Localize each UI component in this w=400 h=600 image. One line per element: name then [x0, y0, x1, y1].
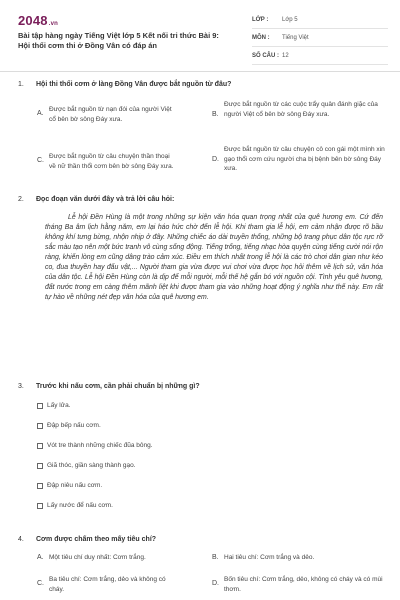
info-row-subject — [252, 29, 388, 47]
item-text: Lấy nước để nấu cơm. — [47, 502, 113, 509]
info-key: MÔN : — [252, 34, 270, 41]
info-key: SỐ CÂU : — [252, 52, 279, 59]
option-text: Được bắt nguồn từ câu chuyện thần thoại về nữ thần thổi cơm bên bờ sông Đáy xưa. — [49, 153, 174, 170]
question-4 — [18, 535, 386, 545]
q1-option-d[interactable] — [212, 145, 394, 174]
q3-item-6[interactable] — [37, 502, 113, 509]
checkbox[interactable] — [37, 423, 43, 429]
document-title: Bài tập hàng ngày Tiếng Việt lớp 5 Kết nối tri thức Bài 9: Hội thổi cơm thi ở Đồng Vân có đáp án — [18, 31, 219, 50]
q1-option-c[interactable] — [37, 152, 177, 171]
reading-passage: Lễ hội Đền Hùng là một trong những sự kiện văn hóa quan trọng nhất của quê hương em. Cứ đến tháng Ba âm lịch hằng năm, em lại háo hức chờ đến lễ hội. Khi tham gia lễ hội, em cảm nhận được rõ bầu không khí tưng bừng, nhộn nhịp ở đây. Những chiếc áo dài truyền thống, những bộ trang phục dân tộc rực rỡ sắc màu tạo nên một bức tranh vô cùng sống động. Tiếng trống, tiếng nhạc hòa quyện cùng tiếng cười nói rộn ràng, khiến lòng em cũng dâng trào cảm xúc. Điều em thích nhất trong lễ hội là các trò chơi dân gian như kéo co, đua thuyền hay đấu vật,... Người tham gia vừa được vui chơi vừa được học hỏi thêm về lịch sử, văn hóa của dân tộc. Lễ hội Đền Hùng còn là dịp để mỗi người, mỗi thế hệ gắn bó với nguồn cội. Tình yêu quê hương, đất nước trong em càng thêm mãnh liệt khi được tham gia vào những hoạt động ý nghĩa như thế này. Em rất tự hào về những nét đẹp văn hóa của quê hương em. — [45, 214, 383, 302]
option-text: Được bắt nguồn từ các cuộc trẩy quân đánh giặc của người Việt cổ bên bờ sông Đáy xưa. — [224, 101, 378, 118]
q1-option-a[interactable] — [37, 105, 177, 124]
checkbox[interactable] — [37, 403, 43, 409]
info-row-grade — [252, 11, 388, 29]
q3-item-2[interactable] — [37, 422, 101, 429]
item-text: Vót tre thành những chiếc đũa bông. — [47, 442, 153, 449]
info-key: LỚP : — [252, 16, 269, 23]
header — [0, 0, 400, 68]
question-text: Trước khi nấu cơm, cần phải chuẩn bị những gì? — [36, 383, 200, 390]
option-text: Được bắt nguồn từ câu chuyện cô con gái một mình xin gạo thổi cơm cứu người cha bị bệnh bên bờ sông Đáy xưa. — [224, 146, 385, 172]
question-number: 4. — [18, 536, 24, 543]
checkbox[interactable] — [37, 503, 43, 509]
q4-option-d[interactable] — [212, 575, 384, 594]
info-row-count — [252, 47, 388, 65]
option-text: Một tiêu chí duy nhất: Cơm trắng. — [49, 554, 146, 561]
q4-option-a[interactable] — [37, 553, 199, 563]
header-divider — [0, 71, 400, 72]
option-letter: C. — [37, 157, 44, 164]
option-text: Ba tiêu chí: Cơm trắng, dẻo và không có cháy. — [49, 576, 166, 593]
q3-item-1[interactable] — [37, 402, 71, 409]
item-text: Đập niêu nấu cơm. — [47, 482, 103, 489]
option-letter: C. — [37, 580, 44, 587]
question-1 — [18, 80, 386, 90]
info-value: Tiếng Việt — [282, 34, 309, 41]
q3-item-5[interactable] — [37, 482, 102, 489]
option-letter: D. — [212, 156, 219, 163]
question-number: 2. — [18, 196, 24, 203]
q4-option-c[interactable] — [37, 575, 169, 594]
checkbox[interactable] — [37, 463, 43, 469]
option-text: Bốn tiêu chí: Cơm trắng, dẻo, không có cháy và có mùi thơm. — [224, 576, 383, 593]
site-logo[interactable] — [18, 13, 58, 28]
question-2 — [18, 195, 386, 205]
question-text: Đọc đoạn văn dưới đây và trả lời câu hỏi: — [36, 196, 175, 203]
question-text: Cơm được chấm theo mấy tiêu chí? — [36, 536, 157, 543]
info-value: Lớp 5 — [282, 16, 298, 23]
q1-option-b[interactable] — [212, 100, 394, 120]
checkbox[interactable] — [37, 483, 43, 489]
q3-item-3[interactable] — [37, 442, 153, 449]
option-letter: B. — [212, 554, 219, 561]
question-text: Hội thi thổi cơm ở làng Đồng Vân được bắt nguồn từ đâu? — [36, 81, 232, 88]
logo-sub: .vn — [48, 21, 59, 27]
info-value: 12 — [282, 52, 289, 59]
option-letter: B. — [212, 111, 219, 118]
option-letter: A. — [37, 554, 44, 561]
logo-main: 2048 — [18, 13, 48, 28]
question-number: 3. — [18, 383, 24, 390]
q4-option-b[interactable] — [212, 553, 384, 563]
q3-item-4[interactable] — [37, 462, 136, 469]
question-3 — [18, 382, 386, 392]
question-number: 1. — [18, 81, 24, 88]
option-text: Hai tiêu chí: Cơm trắng và dẻo. — [224, 554, 315, 561]
info-table — [252, 11, 388, 65]
checkbox[interactable] — [37, 443, 43, 449]
item-text: Đập bếp nấu cơm. — [47, 422, 101, 429]
option-text: Được bắt nguồn từ nạn đói của người Việt cổ bên bờ sông Đáy xưa. — [49, 106, 172, 123]
option-letter: D. — [212, 580, 219, 587]
item-text: Lấy lửa. — [47, 402, 71, 409]
item-text: Giã thóc, giần sàng thành gạo. — [47, 462, 136, 469]
option-letter: A. — [37, 110, 44, 117]
